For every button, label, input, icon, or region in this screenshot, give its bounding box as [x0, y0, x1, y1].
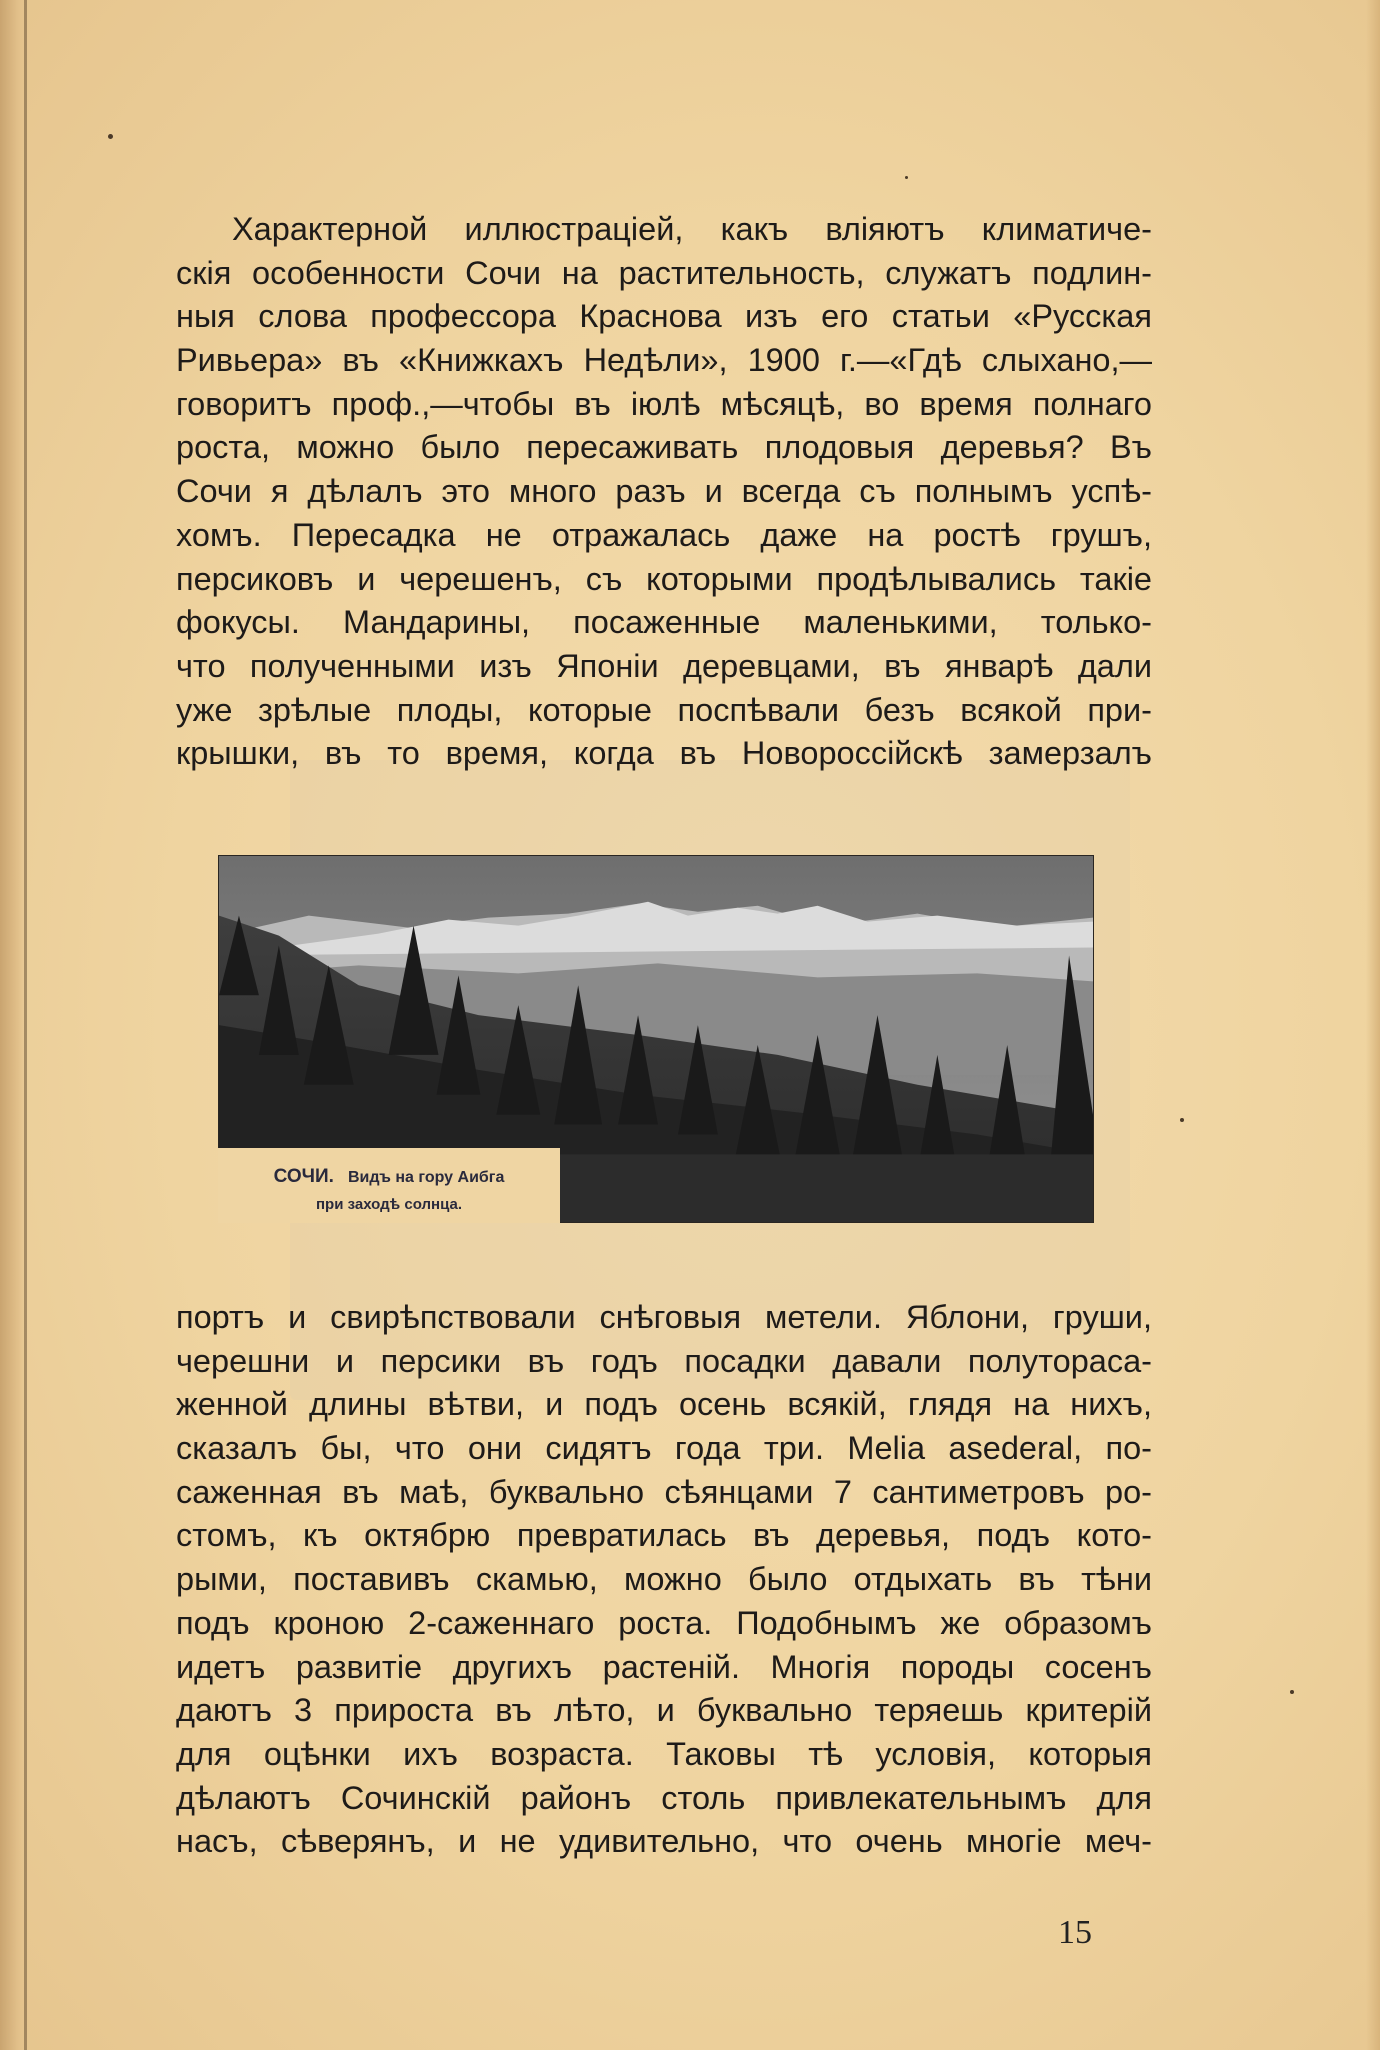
photo-figure [218, 855, 1094, 1223]
text-line: Ривьера» въ «Книжкахъ Недѣли», 1900 г.—«Гдѣ слыхано,— [176, 342, 1152, 379]
text-line: фокусы. Мандарины, посаженные маленькими, только- [176, 604, 1152, 641]
text-line: подъ кроною 2-саженнаго роста. Подобнымъ же образомъ [176, 1604, 1152, 1641]
text-line: хомъ. Пересадка не отражалась даже на ростѣ грушъ, [176, 516, 1152, 553]
caption-line-2: при заходѣ солнца. [315, 1196, 462, 1213]
text-line: стомъ, къ октябрю превратилась въ деревья, подъ кото- [176, 1517, 1152, 1554]
text-line: крышки, въ то время, когда въ Новороссійскѣ замерзалъ [176, 735, 1152, 772]
paper-speck [905, 176, 908, 179]
text-line: Характерной иллюстраціей, какъ вліяютъ климатиче- [232, 211, 1152, 247]
text-line: уже зрѣлые плоды, которые поспѣвали безъ всякой при- [176, 691, 1152, 728]
page-number: 15 [1058, 1914, 1092, 1951]
paragraph-top [176, 208, 1152, 776]
text-line: сказалъ бы, что они сидятъ года три. Melia asederal, по- [176, 1430, 1152, 1467]
text-line: говоритъ проф.,—чтобы въ іюлѣ мѣсяцѣ, во время полнаго [176, 385, 1152, 422]
text-line: персиковъ и черешенъ, съ которыми продѣлывались такіе [176, 560, 1152, 597]
paper-speck [1290, 1690, 1294, 1694]
caption-line-1: Видъ на гору Аибга [347, 1169, 505, 1186]
paper-speck [108, 134, 113, 139]
caption-place: СОЧИ. [273, 1166, 334, 1187]
text-line: портъ и свирѣпствовали снѣговыя метели. Яблони, груши, [176, 1299, 1152, 1335]
page-fold-line [24, 0, 27, 2050]
paragraph-bottom [176, 1296, 1152, 1864]
text-line: что полученными изъ Японіи деревцами, въ январѣ дали [176, 647, 1152, 684]
text-line: саженная въ маѣ, буквально сѣянцами 7 сантиметровъ ро- [176, 1473, 1152, 1510]
page-binding-edge [0, 0, 26, 2050]
text-line: идетъ развитіе другихъ растеній. Многія породы сосенъ [176, 1648, 1152, 1685]
text-line: черешни и персики въ годъ посадки давали полутораса- [176, 1342, 1152, 1379]
text-line: скія особенности Сочи на растительность, служатъ подлин- [176, 254, 1152, 291]
text-line: роста, можно было пересаживать плодовыя деревья? Въ [176, 429, 1152, 466]
paper-speck [1180, 1118, 1184, 1122]
page-right-edge [1366, 0, 1380, 2050]
caption-box [218, 1148, 560, 1223]
text-line: дѣлаютъ Сочинскій районъ столь привлекательнымъ для [176, 1779, 1152, 1816]
text-line: для оцѣнки ихъ возраста. Таковы тѣ условія, которыя [176, 1735, 1152, 1772]
text-line: даютъ 3 прироста въ лѣто, и буквально теряешь критерій [176, 1692, 1152, 1729]
text-line: ныя слова профессора Краснова изъ его статьи «Русская [176, 298, 1152, 335]
text-line: Сочи я дѣлалъ это много разъ и всегда съ полнымъ успѣ- [176, 473, 1152, 510]
text-line: женной длины вѣтви, и подъ осень всякій, глядя на нихъ, [176, 1386, 1152, 1423]
text-line: насъ, сѣверянъ, и не удивительно, что очень многіе меч- [176, 1823, 1152, 1860]
text-line: рыми, поставивъ скамью, можно было отдыхать въ тѣни [176, 1561, 1152, 1598]
